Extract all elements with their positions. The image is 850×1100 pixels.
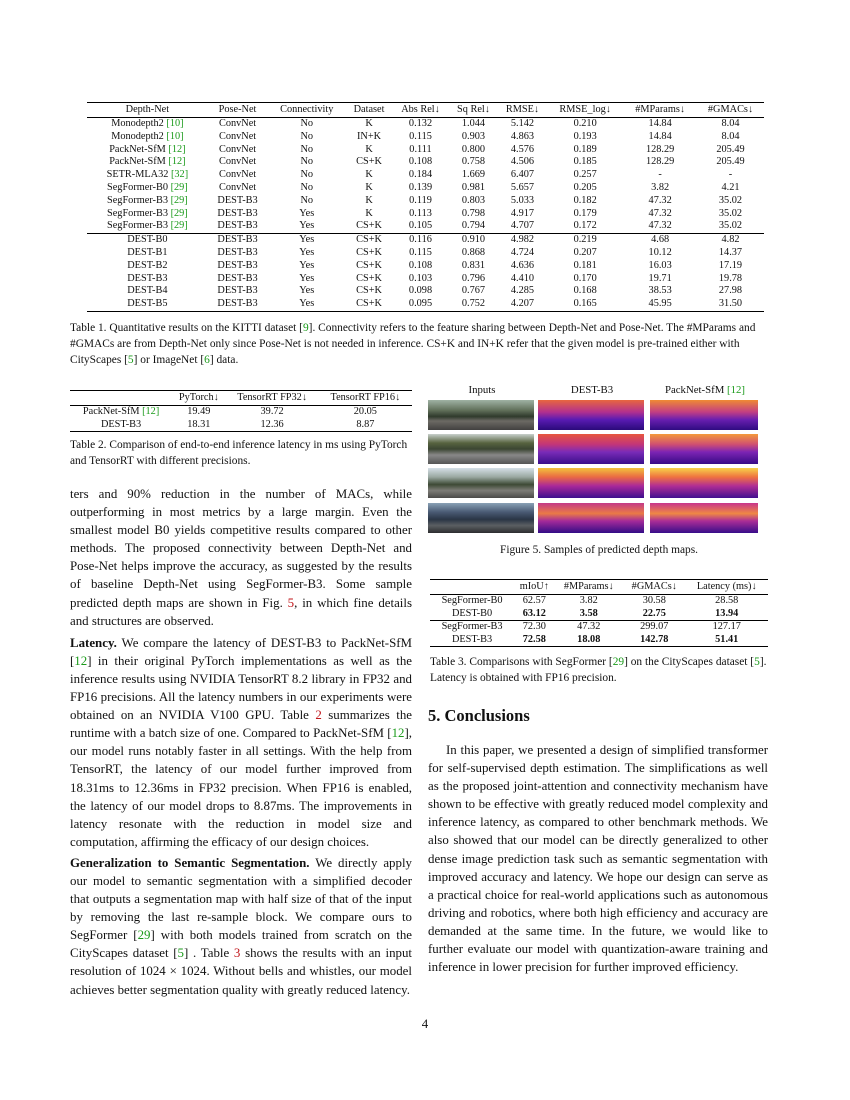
model-name: DEST-B3 (127, 272, 168, 284)
table-cell: ConvNet (218, 130, 257, 142)
model-name: SegFormer-B3 (107, 220, 168, 232)
table-cell: 4.982 (498, 234, 547, 247)
table-1-header: Depth-Net (87, 103, 208, 118)
citation-link[interactable]: [29] (170, 207, 188, 219)
table-cell (87, 220, 208, 233)
table-cell: 19.78 (718, 272, 743, 284)
table-cell: CS+K (356, 272, 382, 284)
table-cell: 4.21 (721, 181, 740, 193)
table-cell: 13.94 (715, 607, 739, 619)
citation-link[interactable]: 12 (391, 726, 405, 741)
table-1-body (87, 118, 764, 312)
table-cell: DEST-B3 (217, 220, 258, 232)
model-name: PackNet-SfM (109, 156, 166, 168)
figure-5-column-inputs: Inputs (468, 384, 496, 396)
citation-link[interactable]: 5 (177, 946, 184, 961)
table-cell: 31.50 (697, 298, 764, 311)
table-cell: 47.32 (648, 207, 672, 219)
figure-5 (428, 384, 770, 564)
table-cell: 30.58 (642, 595, 666, 606)
latency-heading: Latency. (70, 635, 117, 650)
table-row (87, 182, 764, 195)
table-cell: 142.78 (623, 634, 685, 647)
table-cell: 205.49 (716, 156, 745, 168)
model-name: Monodepth2 (111, 130, 164, 142)
table-cell: 0.210 (573, 118, 597, 129)
table-cell: 17.19 (718, 259, 743, 271)
citation-link[interactable]: [12] (168, 156, 186, 168)
model-name: PackNet-SfM (109, 143, 166, 155)
table-cell: IN+K (356, 130, 382, 142)
table-cell: 0.184 (408, 169, 433, 181)
segmentation-heading: Generalization to Semantic Segmentation. (70, 855, 310, 870)
table-cell: 0.796 (461, 272, 486, 284)
table-cell: 3.82 (651, 181, 670, 193)
table-cell (87, 156, 208, 169)
table-cell: 4.863 (510, 130, 535, 142)
table-row (87, 220, 764, 233)
table-cell: 0.179 (573, 207, 597, 219)
input-street-image (428, 468, 534, 498)
table-row (87, 131, 764, 144)
table-cell: Yes (267, 298, 346, 311)
table-cell (87, 260, 208, 273)
table-cell: DEST-B3 (217, 194, 258, 206)
table-cell: 0.119 (409, 194, 432, 206)
table-cell: 0.103 (408, 272, 433, 284)
table-cell: DEST-B3 (217, 272, 258, 284)
table-cell (87, 182, 208, 195)
model-name: DEST-B5 (127, 298, 168, 310)
citation-link[interactable]: 5 (754, 656, 760, 668)
table-cell: 20.05 (353, 406, 377, 417)
table-cell (87, 298, 208, 311)
model-name: SETR-MLA32 (106, 169, 169, 181)
table-cell: 38.53 (648, 285, 672, 297)
depth-map-image (538, 400, 644, 430)
table-cell: 72.58 (514, 634, 554, 647)
table-cell: Yes (299, 272, 315, 284)
table-1-header: #GMACs↓ (697, 103, 764, 118)
table-1 (87, 102, 764, 312)
table-cell: K (365, 181, 373, 193)
model-name: SegFormer-B3 (430, 621, 514, 634)
depth-map-image (538, 503, 644, 533)
paragraph: Latency. We compare the latency of DEST-B3 to PackNet-SfM [12] in their original PyTorch implementations as well as the inference results using NVIDIA TensorRT 8.2 library in FP32 and FP16 precisions. All the latency numbers in our experiments were obtained on an NVIDIA V100 GPU. Table 2 summarizes the runtime with a batch size of one. Compared to PackNet-SfM [12], our model runs notably faster in all settings. With the help from TensorRT, the latency of our model further improved from 18.31ms to 12.36ms in FP32 precision. When FP16 is enabled, the latency of our model drops to 8.87ms. The improvements in latency resonate with the reduction in model size and computation, affirming the efficacy of our design choices. (70, 635, 412, 849)
table-cell: 0.257 (573, 169, 597, 181)
table-cell: 12.36 (226, 419, 319, 432)
table-cell: 16.03 (648, 259, 672, 271)
table-cell: - (728, 169, 733, 181)
table-1-header: Dataset (346, 103, 392, 118)
citation-link[interactable]: [12] (727, 384, 746, 396)
citation-link[interactable]: 29 (137, 928, 151, 943)
table-cell: 4.207 (498, 298, 547, 311)
table-3-header: Latency (ms)↓ (685, 580, 768, 595)
table-cell: Yes (299, 207, 315, 219)
table-1-header: #MParams↓ (623, 103, 697, 118)
table-cell: 0.794 (461, 220, 486, 232)
table-ref-link[interactable]: 2 (315, 708, 322, 723)
table-cell: 0.910 (449, 234, 498, 247)
table-cell: Yes (299, 246, 315, 258)
table-row (430, 634, 768, 647)
table-cell: 0.219 (547, 234, 623, 247)
model-name: PackNet-SfM (82, 406, 140, 417)
table-cell: No (300, 169, 314, 181)
table-cell: 5.657 (510, 181, 535, 193)
citation-link[interactable]: [29] (170, 194, 188, 206)
table-cell: 0.831 (461, 259, 486, 271)
table-cell: 0.116 (392, 234, 449, 247)
table-row (87, 260, 764, 273)
model-name: DEST-B3 (100, 418, 142, 430)
table-row (87, 273, 764, 286)
table-cell: 47.32 (554, 621, 623, 634)
table-cell: 0.115 (409, 246, 432, 258)
table-cell: CS+K (356, 259, 382, 271)
table-cell: No (300, 194, 314, 206)
table-cell: 35.02 (718, 194, 743, 206)
table-cell: 63.12 (522, 607, 546, 619)
table-2-header: PyTorch↓ (172, 391, 225, 406)
depth-map-image (650, 434, 758, 464)
table-cell: 72.30 (514, 621, 554, 634)
table-row (87, 298, 764, 311)
table-cell: 28.58 (715, 595, 739, 606)
table-cell: 0.903 (461, 130, 486, 142)
citation-link[interactable]: 6 (204, 354, 210, 366)
table-cell: 0.108 (408, 259, 433, 271)
table-cell: 0.168 (573, 285, 597, 297)
table-cell: DEST-B3 (208, 234, 268, 247)
table-row (430, 621, 768, 634)
table-cell: No (300, 143, 314, 155)
table-cell: 4.917 (510, 207, 535, 219)
table-cell: 4.707 (510, 220, 535, 232)
depth-map-image (650, 468, 758, 498)
table-row (87, 234, 764, 247)
table-cell: 4.506 (510, 156, 535, 168)
table-cell (87, 144, 208, 157)
table-cell: ConvNet (218, 169, 257, 181)
table-cell: K (365, 194, 373, 206)
table-cell: ConvNet (218, 118, 257, 129)
table-cell: CS+K (356, 156, 382, 168)
table-cell: 205.49 (716, 143, 745, 155)
table-cell: DEST-B3 (217, 246, 258, 258)
table-row (87, 156, 764, 169)
table-cell: 18.31 (172, 419, 225, 432)
model-name: SegFormer-B0 (107, 181, 168, 193)
table-cell: K (365, 169, 373, 181)
table-cell: 0.181 (573, 259, 597, 271)
table-cell: 0.868 (461, 246, 486, 258)
model-name: SegFormer-B0 (441, 595, 503, 606)
table-cell: Yes (299, 259, 315, 271)
table-cell: CS+K (356, 285, 382, 297)
section-title: 5. Conclusions (428, 706, 530, 725)
table-cell: No (300, 181, 314, 193)
citation-link[interactable]: 9 (302, 322, 309, 334)
table-cell: No (300, 130, 314, 142)
citation-link[interactable]: [12] (168, 143, 186, 155)
table-cell: 0.132 (408, 118, 433, 129)
table-cell: DEST-B3 (217, 285, 258, 297)
table-1-header: Sq Rel↓ (449, 103, 498, 118)
table-cell: 0.205 (573, 181, 597, 193)
table-cell: 6.407 (510, 169, 535, 181)
table-cell: 0.098 (408, 285, 433, 297)
table-row (430, 595, 768, 608)
table-cell: 47.32 (648, 194, 672, 206)
table-cell: 4.82 (697, 234, 764, 247)
table-cell: 4.68 (623, 234, 697, 247)
table-row (87, 208, 764, 221)
table-2-header: TensorRT FP16↓ (319, 391, 412, 406)
table-cell: 1.669 (461, 169, 486, 181)
table-3-body (430, 595, 768, 647)
table-cell: 4.724 (510, 246, 535, 258)
table-cell (87, 234, 208, 247)
table-cell: 39.72 (260, 406, 284, 417)
table-cell (87, 273, 208, 286)
table-2-header: TensorRT FP32↓ (226, 391, 319, 406)
table-cell: 0.981 (461, 181, 486, 193)
table-row (87, 144, 764, 157)
table-cell: 0.105 (408, 220, 433, 232)
model-name: DEST-B2 (127, 259, 168, 271)
table-cell (87, 195, 208, 208)
citation-link[interactable]: [10] (166, 118, 184, 129)
left-column-text (70, 485, 412, 999)
table-cell: 0.165 (547, 298, 623, 311)
table-cell: 0.803 (461, 194, 486, 206)
table-cell: 35.02 (718, 207, 743, 219)
table-cell: No (300, 156, 314, 168)
figure-5-column-dest: DEST-B3 (570, 384, 614, 396)
table-cell: K (365, 118, 373, 129)
table-2 (70, 390, 412, 432)
table-cell: DEST-B3 (208, 298, 268, 311)
table-cell: 18.08 (554, 634, 623, 647)
table-cell (70, 419, 172, 432)
table-cell: 0.800 (461, 143, 486, 155)
table-3-header (430, 580, 514, 595)
table-row (87, 118, 764, 131)
table-cell: 35.02 (718, 220, 743, 232)
table-cell: 14.84 (648, 118, 672, 129)
table-ref-link[interactable]: 3 (233, 946, 241, 961)
table-cell: Yes (267, 234, 346, 247)
table-row (87, 285, 764, 298)
citation-link[interactable]: 5 (127, 354, 134, 366)
table-cell: 0.172 (573, 220, 597, 232)
table-row (70, 419, 412, 432)
table-3-header: #GMACs↓ (623, 580, 685, 595)
model-name: DEST-B0 (127, 234, 168, 246)
table-cell: 14.37 (718, 246, 743, 258)
paragraph: In this paper, we presented a design of simplified transformer for self-supervised depth estimation. The simplifications as well as the proposed joint-attention and connectivity mechanism have shown to be effective with greatly reduced model complexity and inference latency, as compared to other benchmark methods. We also showed that our model can be directly generalized to other dense image prediction task such as semantic segmentation with improved accuracy and latency. We hope our design can serve as a practical choice for real-world applications such as autonomous driving and robotics, where both high efficiency and accuracy are demanded at the same time. In the future, we would like to further evaluate our model with quantization-aware training and inference in lower precision for further improved efficiency. (428, 743, 768, 975)
citation-link[interactable]: [10] (166, 130, 184, 142)
citation-link[interactable]: 29 (612, 656, 625, 668)
table-cell: 0.095 (392, 298, 449, 311)
citation-link[interactable]: 12 (74, 653, 88, 668)
page-number: 4 (421, 1017, 429, 1031)
table-cell: 1.044 (461, 118, 486, 129)
table-2-header-row (70, 391, 412, 406)
table-cell: 0.139 (408, 181, 433, 193)
table-cell: 47.32 (648, 220, 672, 232)
table-cell: 8.04 (721, 130, 740, 142)
table-cell: CS+K (346, 234, 392, 247)
depth-map-image (538, 468, 644, 498)
model-name: SegFormer-B3 (107, 194, 168, 206)
table-cell: 128.29 (645, 156, 675, 168)
table-row (87, 247, 764, 260)
table-cell: 127.17 (685, 621, 768, 634)
table-cell: 0.752 (449, 298, 498, 311)
table-1-header: Pose-Net (208, 103, 268, 118)
figure-5-column-packnet: PackNet-SfM [12] (664, 384, 746, 396)
right-column-text (428, 741, 768, 976)
table-cell: 0.193 (573, 130, 597, 142)
table-cell: 128.29 (645, 143, 675, 155)
table-cell: ConvNet (218, 156, 257, 168)
model-name: DEST-B4 (127, 285, 168, 297)
table-cell: DEST-B3 (217, 207, 258, 219)
model-name: DEST-B0 (451, 607, 493, 619)
table-cell (87, 285, 208, 298)
table-cell: K (365, 143, 373, 155)
citation-link[interactable]: [29] (170, 220, 188, 232)
table-1-header: Connectivity (267, 103, 346, 118)
table-cell: 0.798 (461, 207, 486, 219)
table-cell: - (658, 169, 662, 181)
table-cell: 4.410 (510, 272, 535, 284)
table-row (430, 608, 768, 621)
table-cell: 27.98 (718, 285, 743, 297)
table-cell (87, 131, 208, 144)
table-cell: 8.87 (319, 419, 412, 432)
table-2-body (70, 406, 412, 432)
depth-map-image (538, 434, 644, 464)
table-cell: 51.41 (685, 634, 768, 647)
table-cell: 0.182 (573, 194, 597, 206)
table-cell: K (365, 207, 373, 219)
table-cell: 5.142 (510, 118, 535, 129)
citation-link[interactable]: [12] (142, 406, 160, 417)
figure-ref-link[interactable]: 5 (287, 595, 295, 610)
model-name: DEST-B3 (430, 634, 514, 647)
input-street-image (428, 400, 534, 430)
table-row (70, 406, 412, 419)
table-cell: 10.12 (648, 246, 672, 258)
table-1-caption: Table 1. Quantitative results on the KITTI dataset [9]. Connectivity refers to the feature sharing between Depth-Net and Pose-Net. The #MParams and #GMACs are from Depth-Net only since Pose-Net is not needed in inference. CS+K and IN+K refer that the given model is pre-trained either with CityScapes [5] or ImageNet [6] data. (70, 322, 756, 366)
model-name: Monodepth2 (111, 118, 164, 129)
table-row (87, 195, 764, 208)
table-cell (87, 118, 208, 131)
table-cell: 0.189 (573, 143, 597, 155)
table-cell: CS+K (356, 220, 382, 232)
input-street-image (428, 503, 534, 533)
depth-map-image (650, 503, 758, 533)
input-street-image (428, 434, 534, 464)
table-1-header: Abs Rel↓ (392, 103, 449, 118)
table-cell: 19.49 (187, 406, 211, 417)
table-cell: 8.04 (721, 118, 740, 129)
table-cell: CS+K (356, 246, 382, 258)
paragraph: ters and 90% reduction in the number of MACs, while outperforming in most metrics by a large margin. Even the smallest model B0 yields competitive results compared to other methods. The proposed connectivity between Depth-Net and Pose-Net helps improve the accuracy, as suggested by the results of baseline Depth-Net using SegFormer-B3. Some sample predicted depth maps are shown in Fig. 5, in which fine details and structures are observed. (70, 487, 412, 628)
table-cell: 4.576 (510, 143, 535, 155)
table-cell: DEST-B3 (217, 259, 258, 271)
table-cell: ConvNet (218, 143, 257, 155)
citation-link[interactable]: [32] (170, 169, 189, 181)
table-cell: ConvNet (218, 181, 257, 193)
table-cell: Yes (299, 220, 315, 232)
table-cell: 299.07 (623, 621, 685, 634)
table-cell: 0.115 (409, 130, 432, 142)
table-cell: 0.758 (461, 156, 486, 168)
depth-map-image (650, 400, 758, 430)
table-cell: 14.84 (648, 130, 672, 142)
citation-link[interactable]: [29] (170, 181, 188, 193)
table-1-header-row (87, 103, 764, 118)
table-cell: 5.033 (510, 194, 535, 206)
table-cell: 45.95 (623, 298, 697, 311)
table-cell (87, 169, 208, 182)
table-cell: 0.767 (461, 285, 486, 297)
table-1-header: RMSE_log↓ (547, 103, 623, 118)
table-cell: Yes (299, 285, 315, 297)
table-cell: 3.58 (579, 607, 598, 619)
table-cell: 0.108 (408, 156, 433, 168)
table-cell: 0.185 (573, 156, 597, 168)
table-row (87, 169, 764, 182)
table-cell: 19.71 (648, 272, 672, 284)
table-cell: 62.57 (522, 595, 546, 606)
table-3-header-row (430, 580, 768, 595)
table-1-header: RMSE↓ (498, 103, 547, 118)
table-cell: 0.111 (409, 143, 432, 155)
table-cell: 4.285 (510, 285, 535, 297)
paragraph: Generalization to Semantic Segmentation. We directly apply our model to semantic segmentation with a simplified decoder that outputs a segmentation map with half size of that of the input by removing the last re-sample block. We compare ours to SegFormer [29] with both models trained from scratch on the CityScapes dataset [5] . Table 3 shows the results with an input resolution of 1024 × 1024. Without bells and whistles, our model achieves better segmentation quality with greatly reduced latency. (70, 855, 412, 997)
table-cell: 3.82 (579, 595, 598, 606)
table-3 (430, 579, 768, 647)
figure-5-caption: Figure 5. Samples of predicted depth maps. (499, 544, 699, 556)
table-cell: 0.170 (573, 272, 597, 284)
model-name: SegFormer-B3 (107, 207, 168, 219)
model-name: DEST-B1 (127, 246, 168, 258)
table-cell (70, 406, 172, 419)
table-cell: No (300, 118, 314, 129)
table-2-caption: Table 2. Comparison of end-to-end inference latency in ms using PyTorch and TensorRT with different precisions. (70, 439, 408, 467)
table-3-header: mIoU↑ (514, 580, 554, 595)
table-2-header (70, 391, 172, 406)
table-cell: 22.75 (642, 607, 666, 619)
table-cell (87, 247, 208, 260)
table-cell: CS+K (346, 298, 392, 311)
table-cell: 0.207 (573, 246, 597, 258)
table-cell (87, 208, 208, 221)
table-3-caption: Table 3. Comparisons with SegFormer [29] on the CityScapes dataset [5]. Latency is obtained with FP16 precision. (430, 656, 767, 684)
table-3-header: #MParams↓ (554, 580, 623, 595)
table-cell: 0.113 (409, 207, 432, 219)
table-cell: 4.636 (510, 259, 535, 271)
